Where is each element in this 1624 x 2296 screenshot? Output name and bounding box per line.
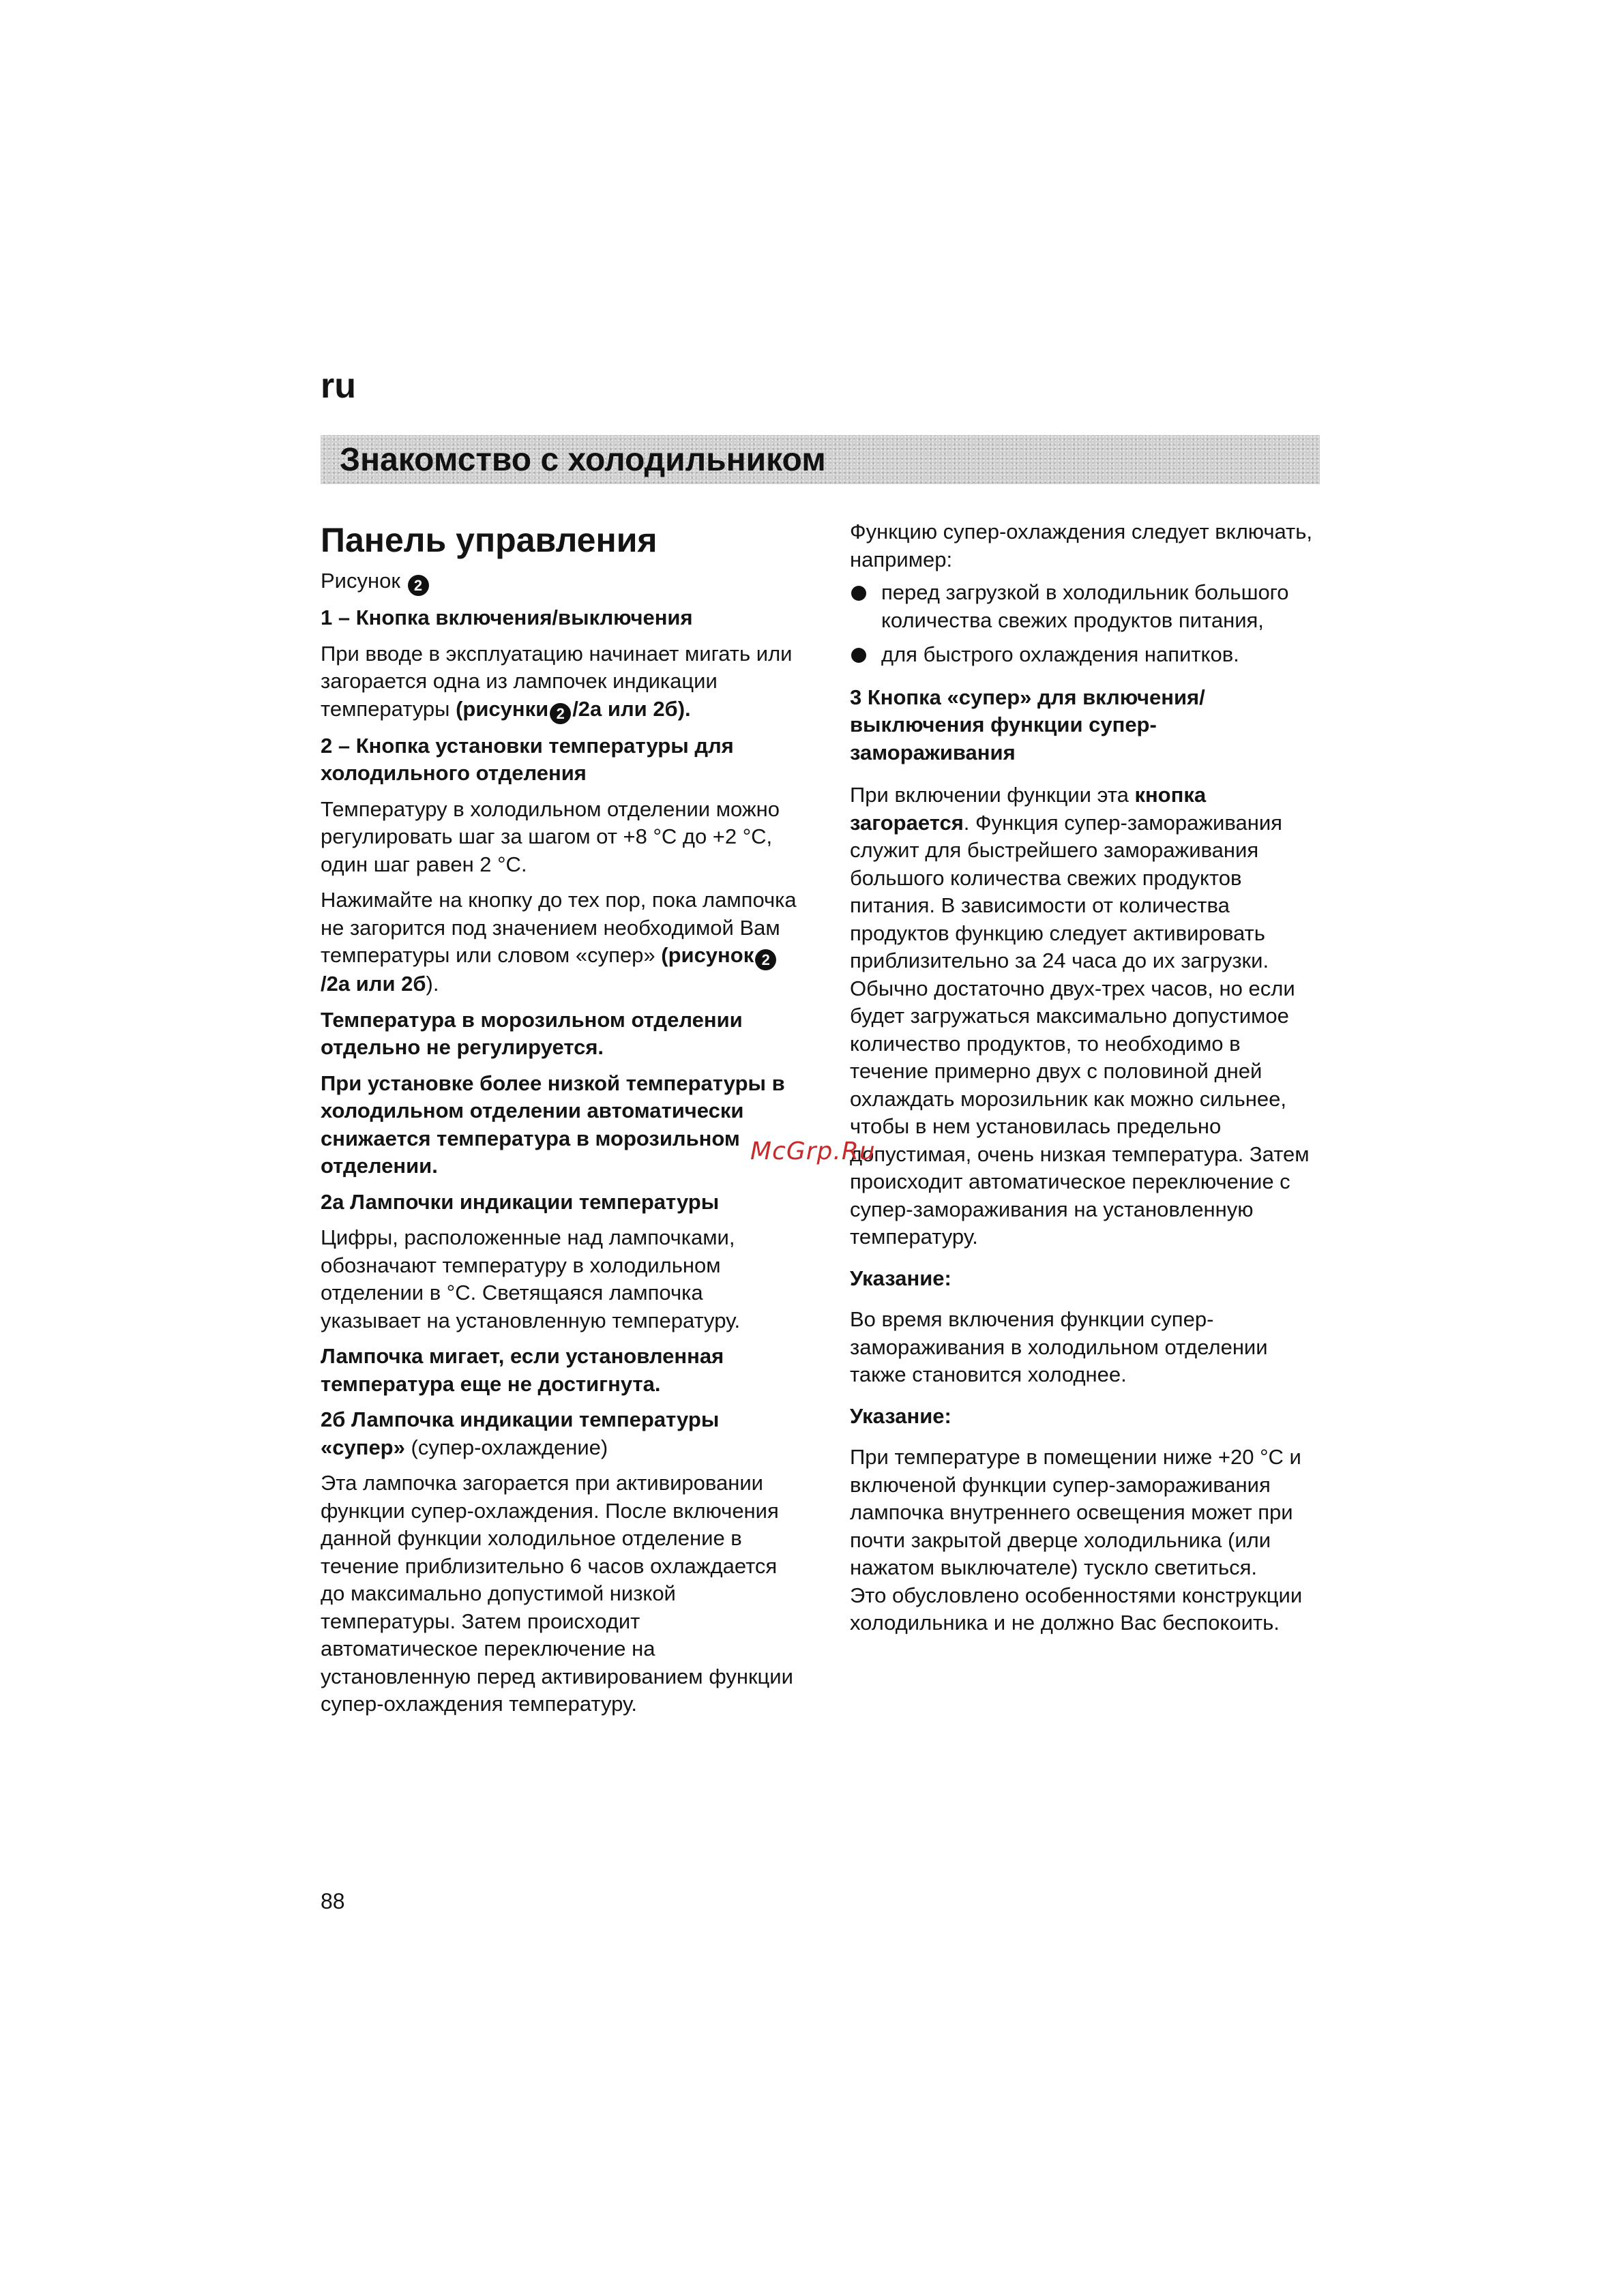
right-column [850, 518, 1320, 1637]
bullet-icon [851, 648, 866, 663]
section-title: Знакомство с холодильником [340, 441, 826, 478]
note-text: Это обусловлено особенностями конструкции холодильника и не должно Вас беспокоить. [850, 1583, 1303, 1635]
heading-temperature-button: 2 – Кнопка установки температуры для холодильного отделения [321, 733, 734, 785]
left-column [321, 518, 798, 1718]
section-banner [321, 435, 1320, 484]
heading-power-button: 1 – Кнопка включения/выключения [321, 606, 693, 629]
language-code: ru [321, 366, 356, 406]
paragraph-super-lamp: Эта лампочка загорается при активировании функции супер-охлаждения. После включения данной функции холодильное отделение в течение приблизительно 6 часов охлаждается до максимально допустимой низкой температуры. Затем происходит автоматическое переключение на установленную перед активированием функции супер-охлаждения температуру. [321, 1471, 793, 1716]
page-number: 88 [321, 1889, 345, 1913]
paragraph-super-freeze: При включении функции эта кнопка загорается. Функция супер-замораживания служит для быстрейшего замораживания большого количества свежих продуктов питания. В зависимости от количества продуктов функцию следует активировать приблизительно за 24 часа до их загрузки. Обычно достаточно двух-трех часов, но если будет загружаться максимально допустимое количество продуктов, то необходимо в течение примерно двух с половиной дней охлаждать морозильник как можно сильнее, чтобы в нем установилась предельно допустимая, очень низкая температура. Затем происходит автоматическое переключение с супер-замораживания на установленную температуру. [850, 783, 1310, 1249]
bullet-icon [851, 586, 866, 601]
bold-auto-lower-note: При установке более низкой температуры в холодильном отделении автоматически снижается температура в морозильном отделении. [321, 1071, 785, 1178]
bold-freezer-note: Температура в морозильном отделении отдельно не регулируется. [321, 1007, 743, 1059]
figure-number-badge: 2 [755, 949, 776, 970]
note-label: Указание: [850, 1266, 951, 1290]
bullet-list [850, 579, 1320, 669]
paragraph-indicator-lamps: Цифры, расположенные над лампочками, обозначают температуру в холодильном отделении в °C. Светящаяся лампочка указывает на установленную температуру. [321, 1225, 741, 1332]
watermark-logo: McGrp.Ru [750, 1137, 876, 1165]
list-item: для быстрого охлаждения напитков. [850, 641, 1320, 669]
paragraph-temperature-range: Температуру в холодильном отделении можно регулировать шаг за шагом от +8 °C до +2 °C, один шаг равен 2 °C. [321, 796, 780, 876]
heading-indicator-lamps: 2a Лампочки индикации температуры [321, 1189, 720, 1214]
note-text: Во время включения функции супер-замораживания в холодильном отделении также становится холоднее. [850, 1307, 1268, 1386]
list-item: перед загрузкой в холодильник большого количества свежих продуктов питания, [850, 579, 1320, 634]
paragraph-super-cooling-intro: Функцию супер-охлаждения следует включать, например: [850, 520, 1313, 571]
figure-reference: Рисунок 2 [321, 567, 798, 596]
figure-number-badge: 2 [550, 703, 571, 724]
note-label: Указание: [850, 1403, 951, 1428]
heading-super-lamp: 2б Лампочка индикации температуры «супер» (супер-охлаждение) [321, 1407, 720, 1459]
page-title: Панель управления [321, 521, 658, 559]
heading-super-freeze-button: 3 Кнопка «супер» для включения/выключения функции супер-замораживания [850, 685, 1205, 764]
figure-number-badge: 2 [408, 575, 429, 596]
note-text: При температуре в помещении ниже +20 °C и включеной функции супер-замораживания лампочка внутреннего освещения может при почти закрытой дверце холодильника (или нажатом выключателе) тускло светиться. [850, 1445, 1301, 1579]
bold-blinking-note: Лампочка мигает, если установленная температура еще не достигнута. [321, 1344, 724, 1396]
paragraph-power-button: При вводе в эксплуатацию начинает мигать или загорается одна из лампочек индикации температуры (рисунки 2 /2a или 2б). [321, 640, 798, 724]
paragraph-temperature-press: Нажимайте на кнопку до тех пор, пока лампочка не загорится под значением необходимой Вам температуры или словом «супер» (рисунок 2/2a или 2б). [321, 888, 797, 996]
